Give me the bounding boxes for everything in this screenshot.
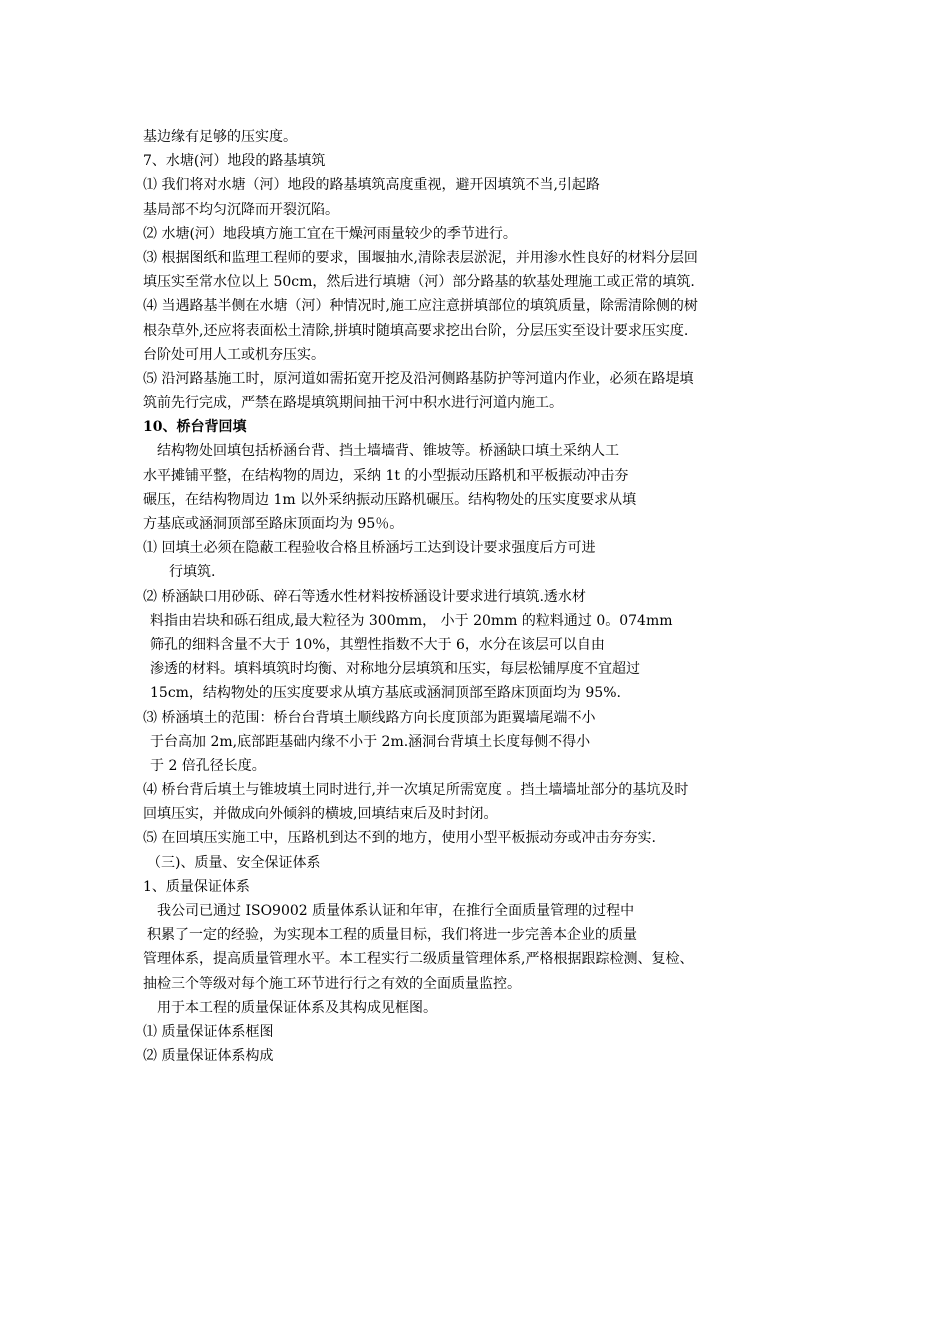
text-line: ⑵ 水塘(河）地段填方施工宜在干燥河雨量较少的季节进行。 [143, 225, 517, 242]
text-line: 方基底或涵洞顶部至路床顶面均为 95％。 [143, 516, 404, 532]
text-line: ⑸ 在回填压实施工中，压路机到达不到的地方，使用小型平板振动夯或冲击夯夯实. [143, 830, 656, 847]
text-line: 筛孔的细料含量不大于 10%，其塑性指数不大于 6，水分在该层可以自由 [150, 636, 605, 653]
text-line: ⑵ 质量保证体系构成 [143, 1048, 274, 1065]
text-line: 根杂草外,还应将表面松土清除,拼填时随填高要求挖出台阶，分层压实至设计要求压实度. [143, 322, 689, 339]
text-line: 行填筑. [169, 564, 216, 581]
section-heading-bold: 10、桥台背回填 [143, 419, 247, 436]
text-line: 积累了一定的经验，为实现本工程的质量目标，我们将进一步完善本企业的质量 [147, 927, 637, 944]
text-line: 水平摊铺平整，在结构物的周边，采纳 1t 的小型振动压路机和平板振动冲击夯 [143, 467, 629, 484]
text-line: ⑸ 沿河路基施工时，原河道如需拓宽开挖及沿河侧路基防护等河道内作业，必须在路堤填 [143, 370, 694, 387]
text-line: 我公司已通过 ISO9002 质量体系认证和年审，在推行全面质量管理的过程中 [157, 903, 635, 919]
text-line: ⑴ 回填土必须在隐蔽工程验收合格且桥涵圬工达到设计要求强度后方可进 [143, 540, 596, 557]
text-line: 基边缘有足够的压实度。 [143, 129, 297, 145]
text-line: 于台高加 2m,底部距基础内缘不小于 2m.涵洞台背填土长度每侧不得小 [150, 733, 591, 750]
text-line: ⑷ 当遇路基半侧在水塘（河）种情况时,施工应注意拼填部位的填筑质量，除需清除侧的树 [143, 298, 698, 315]
text-line: 用于本工程的质量保证体系及其构成见框图。 [157, 999, 437, 1016]
text-line: ⑴ 质量保证体系框图 [143, 1023, 274, 1040]
text-line: 料指由岩块和砾石组成,最大粒径为 300mm， 小于 20mm 的粒料通过 0。074mm [150, 612, 673, 629]
text-line: 渗透的材料。填料填筑时均衡、对称地分层填筑和压实，每层松铺厚度不宜超过 [150, 661, 640, 678]
document-body [143, 125, 823, 1068]
text-line: 台阶处可用人工或机夯压实。 [143, 346, 325, 363]
text-line: 碾压，在结构物周边 1m 以外采纳振动压路机碾压。结构物处的压实度要求从填 [143, 491, 637, 508]
text-line: 填压实至常水位以上 50cm，然后进行填塘（河）部分路基的软基处理施工或正常的填筑. [143, 274, 695, 291]
text-line: 筑前先行完成，严禁在路堤填筑期间抽干河中积水进行河道内施工。 [143, 395, 563, 412]
text-line: ⑷ 桥台背后填土与锥坡填土同时进行,并一次填足所需宽度 。挡土墙墙址部分的基坑及时 [143, 782, 689, 799]
text-line: 回填压实，并做成向外倾斜的横坡,回填结束后及时封闭。 [143, 806, 498, 823]
section-heading: 7、水塘(河）地段的路基填筑 [143, 153, 326, 170]
text-line: 于 2 倍孔径长度。 [150, 757, 266, 774]
section-heading: 1、质量保证体系 [143, 878, 250, 895]
text-line: ⑶ 桥涵填土的范围：桥台台背填土顺线路方向长度顶部为距翼墙尾端不小 [143, 709, 596, 726]
section-heading: （三)、质量、安全保证体系 [147, 854, 321, 871]
text-line: 基局部不均匀沉降而开裂沉陷。 [143, 201, 339, 218]
text-line: 结构物处回填包括桥涵台背、挡土墙墙背、锥坡等。桥涵缺口填土采纳人工 [157, 443, 619, 460]
text-line: ⑴ 我们将对水塘（河）地段的路基填筑高度重视，避开因填筑不当,引起路 [143, 177, 600, 194]
text-line: 15cm，结构物处的压实度要求从填方基底或涵洞顶部至路床顶面均为 95%. [150, 685, 621, 702]
text-line: ⑶ 根据图纸和监理工程师的要求，围堰抽水,清除表层淤泥，并用渗水性良好的材料分层回 [143, 249, 698, 266]
text-line: ⑵ 桥涵缺口用砂砾、碎石等透水性材料按桥涵设计要求进行填筑.透水材 [143, 588, 586, 605]
text-line: 管理体系，提高质量管理水平。本工程实行二级质量管理体系,严格根据跟踪检测、复检、 [143, 951, 694, 968]
text-line: 抽检三个等级对每个施工环节进行行之有效的全面质量监控。 [143, 975, 521, 992]
